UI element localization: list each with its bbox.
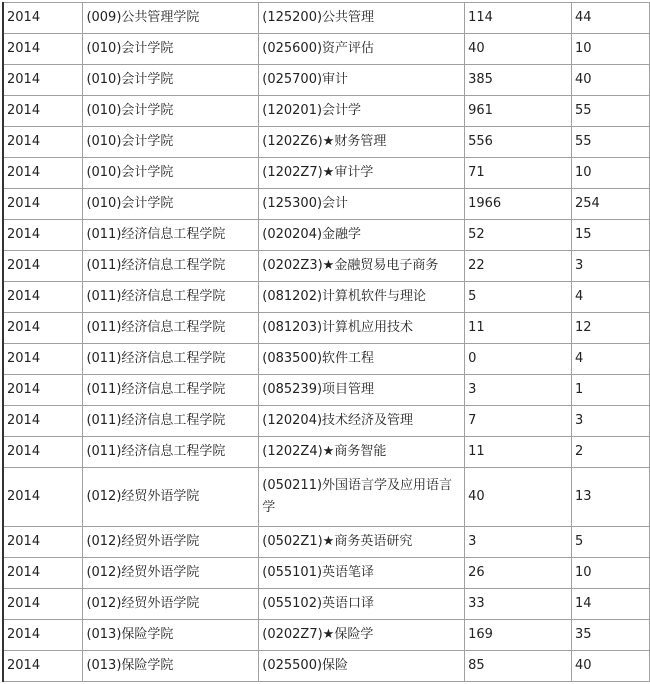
major-cell: (125200)公共管理 <box>259 3 465 34</box>
count-b-cell: 40 <box>572 65 650 96</box>
college-cell: (009)公共管理学院 <box>83 3 259 34</box>
year-cell: 2014 <box>3 189 83 220</box>
count-b-cell: 55 <box>572 96 650 127</box>
major-cell: (025500)保险 <box>259 651 465 682</box>
count-b-cell: 2 <box>572 437 650 468</box>
table-row <box>3 189 650 220</box>
table-row <box>3 620 650 651</box>
major-cell: (0202Z7)★保险学 <box>259 620 465 651</box>
major-cell: (055101)英语笔译 <box>259 558 465 589</box>
college-cell: (011)经济信息工程学院 <box>83 437 259 468</box>
table-row <box>3 96 650 127</box>
major-cell: (120201)会计学 <box>259 96 465 127</box>
year-cell: 2014 <box>3 651 83 682</box>
count-b-cell: 4 <box>572 344 650 375</box>
year-cell: 2014 <box>3 589 83 620</box>
college-cell: (011)经济信息工程学院 <box>83 282 259 313</box>
count-b-cell: 3 <box>572 406 650 437</box>
count-a-cell: 11 <box>465 437 572 468</box>
count-a-cell: 961 <box>465 96 572 127</box>
major-cell: (1202Z6)★财务管理 <box>259 127 465 158</box>
count-a-cell: 71 <box>465 158 572 189</box>
major-cell: (083500)软件工程 <box>259 344 465 375</box>
college-cell: (010)会计学院 <box>83 127 259 158</box>
year-cell: 2014 <box>3 34 83 65</box>
year-cell: 2014 <box>3 65 83 96</box>
college-cell: (010)会计学院 <box>83 65 259 96</box>
table-row <box>3 558 650 589</box>
year-cell: 2014 <box>3 437 83 468</box>
table-row <box>3 468 650 527</box>
college-cell: (010)会计学院 <box>83 96 259 127</box>
table-row <box>3 158 650 189</box>
count-a-cell: 7 <box>465 406 572 437</box>
major-cell: (1202Z7)★审计学 <box>259 158 465 189</box>
table-row <box>3 251 650 282</box>
year-cell: 2014 <box>3 468 83 527</box>
count-b-cell: 5 <box>572 527 650 558</box>
college-cell: (012)经贸外语学院 <box>83 468 259 527</box>
count-b-cell: 4 <box>572 282 650 313</box>
college-cell: (010)会计学院 <box>83 34 259 65</box>
year-cell: 2014 <box>3 375 83 406</box>
count-b-cell: 10 <box>572 558 650 589</box>
table-body <box>3 3 650 682</box>
count-a-cell: 169 <box>465 620 572 651</box>
major-cell: (025600)资产评估 <box>259 34 465 65</box>
table-row <box>3 375 650 406</box>
count-b-cell: 10 <box>572 158 650 189</box>
table-row <box>3 3 650 34</box>
college-cell: (010)会计学院 <box>83 158 259 189</box>
table-row <box>3 65 650 96</box>
table-row <box>3 406 650 437</box>
count-b-cell: 12 <box>572 313 650 344</box>
count-a-cell: 11 <box>465 313 572 344</box>
count-a-cell: 385 <box>465 65 572 96</box>
major-cell: (1202Z4)★商务智能 <box>259 437 465 468</box>
count-a-cell: 556 <box>465 127 572 158</box>
count-b-cell: 35 <box>572 620 650 651</box>
count-b-cell: 254 <box>572 189 650 220</box>
major-cell: (081203)计算机应用技术 <box>259 313 465 344</box>
major-cell: (081202)计算机软件与理论 <box>259 282 465 313</box>
college-cell: (011)经济信息工程学院 <box>83 406 259 437</box>
count-a-cell: 40 <box>465 34 572 65</box>
table-row <box>3 589 650 620</box>
count-b-cell: 1 <box>572 375 650 406</box>
year-cell: 2014 <box>3 251 83 282</box>
count-a-cell: 52 <box>465 220 572 251</box>
table-row <box>3 651 650 682</box>
college-cell: (011)经济信息工程学院 <box>83 375 259 406</box>
major-cell: (125300)会计 <box>259 189 465 220</box>
table-row <box>3 437 650 468</box>
year-cell: 2014 <box>3 406 83 437</box>
major-cell: (020204)金融学 <box>259 220 465 251</box>
count-a-cell: 33 <box>465 589 572 620</box>
count-a-cell: 85 <box>465 651 572 682</box>
count-a-cell: 114 <box>465 3 572 34</box>
college-cell: (012)经贸外语学院 <box>83 589 259 620</box>
count-a-cell: 3 <box>465 527 572 558</box>
table-row <box>3 127 650 158</box>
count-b-cell: 14 <box>572 589 650 620</box>
count-b-cell: 13 <box>572 468 650 527</box>
table-row <box>3 220 650 251</box>
major-cell: (120204)技术经济及管理 <box>259 406 465 437</box>
year-cell: 2014 <box>3 3 83 34</box>
college-cell: (011)经济信息工程学院 <box>83 344 259 375</box>
major-cell: (0202Z3)★金融贸易电子商务 <box>259 251 465 282</box>
college-cell: (013)保险学院 <box>83 651 259 682</box>
table-row <box>3 282 650 313</box>
college-cell: (010)会计学院 <box>83 189 259 220</box>
year-cell: 2014 <box>3 527 83 558</box>
year-cell: 2014 <box>3 220 83 251</box>
count-a-cell: 26 <box>465 558 572 589</box>
admissions-table <box>2 2 650 682</box>
major-cell: (025700)审计 <box>259 65 465 96</box>
college-cell: (013)保险学院 <box>83 620 259 651</box>
count-b-cell: 40 <box>572 651 650 682</box>
college-cell: (012)经贸外语学院 <box>83 558 259 589</box>
year-cell: 2014 <box>3 313 83 344</box>
count-b-cell: 15 <box>572 220 650 251</box>
college-cell: (011)经济信息工程学院 <box>83 313 259 344</box>
college-cell: (012)经贸外语学院 <box>83 527 259 558</box>
year-cell: 2014 <box>3 620 83 651</box>
count-a-cell: 5 <box>465 282 572 313</box>
count-b-cell: 10 <box>572 34 650 65</box>
college-cell: (011)经济信息工程学院 <box>83 251 259 282</box>
major-cell: (0502Z1)★商务英语研究 <box>259 527 465 558</box>
college-cell: (011)经济信息工程学院 <box>83 220 259 251</box>
count-b-cell: 44 <box>572 3 650 34</box>
year-cell: 2014 <box>3 558 83 589</box>
year-cell: 2014 <box>3 282 83 313</box>
year-cell: 2014 <box>3 96 83 127</box>
count-b-cell: 3 <box>572 251 650 282</box>
count-a-cell: 22 <box>465 251 572 282</box>
major-cell: (055102)英语口译 <box>259 589 465 620</box>
count-a-cell: 40 <box>465 468 572 527</box>
table-row <box>3 313 650 344</box>
table-row <box>3 344 650 375</box>
year-cell: 2014 <box>3 158 83 189</box>
major-cell: (085239)项目管理 <box>259 375 465 406</box>
count-a-cell: 3 <box>465 375 572 406</box>
count-b-cell: 55 <box>572 127 650 158</box>
year-cell: 2014 <box>3 344 83 375</box>
count-a-cell: 0 <box>465 344 572 375</box>
year-cell: 2014 <box>3 127 83 158</box>
count-a-cell: 1966 <box>465 189 572 220</box>
table-row <box>3 527 650 558</box>
major-cell: (050211)外国语言学及应用语言学 <box>259 468 465 527</box>
table-row <box>3 34 650 65</box>
